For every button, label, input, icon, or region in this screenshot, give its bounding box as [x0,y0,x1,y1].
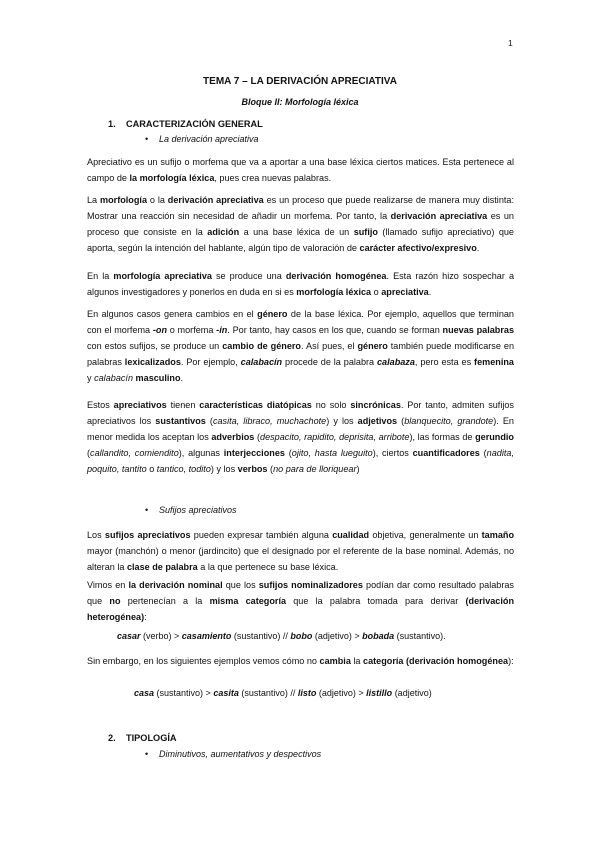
text-run: sufijos nominalizadores [258,580,363,590]
bullet-heading-2 [145,505,237,515]
section-label: TIPOLOGÍA [126,733,177,743]
text-run: cambio de género [222,341,301,351]
text-run: (adjetivo) > [316,688,367,698]
bullet-icon: • [145,749,149,759]
text-run: carácter afectivo/expresivo [359,243,477,253]
text-run: morfología apreciativa [113,271,212,281]
text-run: (sustantivo) // [231,631,291,641]
text-run: listo [297,688,317,698]
text-run: ). En menor medida los aceptan los [87,416,514,442]
text-run: Sin embargo, en los siguientes ejemplos vemos cómo no [87,656,320,666]
text-run: Apreciativo es un sufijo o morfema que va a aportar a una base léxica ciertos matices. Esta pertenece al campo de [87,157,514,183]
text-run: La [87,195,101,205]
text-run: calabacín [94,373,134,383]
paragraph-4 [87,306,514,386]
text-run: pueden expresar también alguna [190,530,333,540]
text-run: (verbo) > [140,631,182,641]
paragraph-5 [87,397,514,477]
text-run: o [371,287,382,297]
text-run: sufijo [353,227,378,237]
text-run: la morfología léxica [129,173,215,183]
text-run: bobada [362,631,395,641]
text-run: . Por tanto, admiten sufijos apreciativos los [87,400,514,426]
text-run: no para de lloriquear [273,464,357,474]
text-run: ( [87,448,91,458]
text-run: características diatópicas [199,400,312,410]
text-run: ): [508,656,514,666]
text-run: ( [267,464,274,474]
text-run: derivación apreciativa [390,211,488,221]
text-run: derivación apreciativa [167,195,264,205]
text-run: masculino [135,373,181,383]
text-run: morfología [100,195,147,205]
text-run: apreciativos [113,400,167,410]
text-run: apreciativa [381,287,429,297]
section-heading-2 [108,733,177,743]
text-run: la [350,656,364,666]
text-run: calabaza [377,357,415,367]
bullet-icon: • [145,505,149,515]
text-run: Estos [87,400,114,410]
text-run: cambia [319,656,351,666]
text-run: derivación homogénea [285,271,387,281]
text-run: gerundio [475,432,514,442]
text-run: nuevas palabras [442,325,515,335]
text-run: En la [87,271,114,281]
section-heading-1 [108,119,263,129]
text-run: ) y los [326,416,358,426]
text-run: es un proceso que consiste en la [87,211,514,237]
text-run: no [109,596,121,606]
text-run: callandito, comiendito [90,448,179,458]
text-run: ), algunas [178,448,224,458]
text-run: tamaño [481,530,514,540]
text-run: ( [479,448,487,458]
text-run: que la palabra tomada para derivar [286,596,466,606]
text-run: casamiento [181,631,232,641]
bullet-icon: • [145,134,149,144]
text-run: género [257,309,288,319]
document-title: TEMA 7 – LA DERIVACIÓN APRECIATIVA [203,76,397,87]
text-run: casita, libraco, muchachote [212,416,327,426]
text-run: . [428,287,432,297]
bullet-label: Diminutivos, aumentativos y despectivos [159,749,322,759]
text-run: misma categoría [209,596,287,606]
paragraph-8 [87,653,514,669]
text-run: ( [284,448,292,458]
paragraph-7 [87,577,514,625]
text-run: cuantificadores [412,448,480,458]
text-run: ) [356,464,360,474]
text-run: . Esta razón hizo sospechar a algunos investigadores y ponerlos en duda en si es [87,271,514,297]
text-run: sincrónicas [350,400,401,410]
paragraph-3 [87,268,514,300]
text-run: . Por ejemplo, [180,357,241,367]
text-run: verbos [237,464,268,474]
text-run: sufijos apreciativos [104,530,191,540]
text-run: adición [207,227,240,237]
text-run: blanquecito, grandote [404,416,494,426]
text-run: : [144,612,147,622]
text-run: (adjetivo) > [312,631,363,641]
text-run: cualidad [332,530,370,540]
text-run: adjetivos [357,416,398,426]
text-run: . Así pues, el [301,341,358,351]
text-run: (sustantivo). [394,631,446,641]
text-run: . [180,373,184,383]
text-run: En algunos casos genera cambios en el [87,309,258,319]
text-run: categoría [363,656,404,666]
section-label: CARACTERIZACIÓN GENERAL [126,119,263,129]
text-run: bobo [290,631,313,641]
text-run: nadita, poquito, tantito [87,448,514,474]
text-run: o la [147,195,168,205]
text-run: mayor (manchón) o menor (jardincito) que el designado por el referente de la base nominal. Además, no alteran la [87,546,514,572]
text-run: es un proceso que puede realizarse de manera muy distinta: Mostrar una reacción sin necesidad de añadir un morfema. Por tanto, la [87,195,514,221]
section-number: 1. [108,119,116,129]
text-run: se produce una [211,271,286,281]
text-run: lexicalizados [124,357,181,367]
section-number: 2. [108,733,116,743]
bullet-label: Sufijos apreciativos [159,505,237,515]
text-run: la derivación nominal [128,580,223,590]
example-heterogeneous [117,631,446,641]
text-run: objetiva, generalmente un [369,530,482,540]
example-homogeneous [134,688,432,698]
text-run: adverbios [211,432,255,442]
text-run: Los [87,530,105,540]
text-run: despacito, rapidito, deprisita, arribote [260,432,410,442]
text-run: ( [397,416,405,426]
text-run: ( [254,432,261,442]
text-run: o [146,464,157,474]
text-run: sustantivos [155,416,206,426]
document-subtitle: Bloque II: Morfología léxica [241,97,359,107]
text-run: (llamado sufijo apreciativo) que aporta, según la intención del hablante, algún tipo de valoración de [87,227,514,253]
text-run: no solo [311,400,351,410]
text-run: que los [222,580,259,590]
text-run: o morfema [167,325,217,335]
text-run: calabacín [240,357,283,367]
text-run: procede de la palabra [282,357,377,367]
text-run: , pero esta es [414,357,475,367]
bullet-label: La derivación apreciativa [159,134,259,144]
text-run: casar [117,631,141,641]
text-run: (sustantivo) > [154,688,214,698]
text-run: también puede modificarse en palabras [87,341,514,367]
text-run: , pues crea nuevas palabras. [214,173,332,183]
text-run: ), ciertos [372,448,413,458]
text-run: femenina [474,357,514,367]
text-run: tienen [166,400,200,410]
text-run: ( [205,416,213,426]
text-run: clase de palabra [126,562,198,572]
text-run: casa [134,688,155,698]
text-run: podían dar como resultado palabras que [87,580,514,606]
paragraph-6 [87,527,514,575]
text-run: interjecciones [223,448,285,458]
text-run: morfología léxica [296,287,372,297]
page-number: 1 [508,38,513,48]
text-run: tantico, todito [156,464,211,474]
text-run: pertenecían a la [120,596,210,606]
text-run: (derivación heterogénea) [87,596,514,622]
text-run: -on [152,325,167,335]
text-run: listillo [366,688,393,698]
text-run: . [476,243,480,253]
text-run: casita [213,688,239,698]
text-run: (derivación homogénea [405,656,509,666]
text-run: (sustantivo) // [238,688,298,698]
bullet-heading-3 [145,749,321,759]
paragraph-1 [87,154,514,186]
text-run: a una base léxica de un [239,227,354,237]
paragraph-2 [87,192,514,256]
text-run: Vimos en [87,580,129,590]
text-run: a la que pertenece su base léxica. [197,562,339,572]
bullet-heading-1 [145,134,259,144]
text-run: (adjetivo) [392,688,432,698]
text-run: género [357,341,388,351]
text-run: . Por tanto, hay casos en los que, cuando se forman [227,325,443,335]
text-run: ojito, hasta lueguito [291,448,373,458]
text-run: ), las formas de [409,432,476,442]
text-run: de la base léxica. Por ejemplo, aquellos que terminan con el morfema [87,309,514,335]
text-run: con estos sufijos, se produce un [87,341,223,351]
text-run: ) y los [210,464,238,474]
text-run: y [87,373,95,383]
text-run: -in [216,325,228,335]
